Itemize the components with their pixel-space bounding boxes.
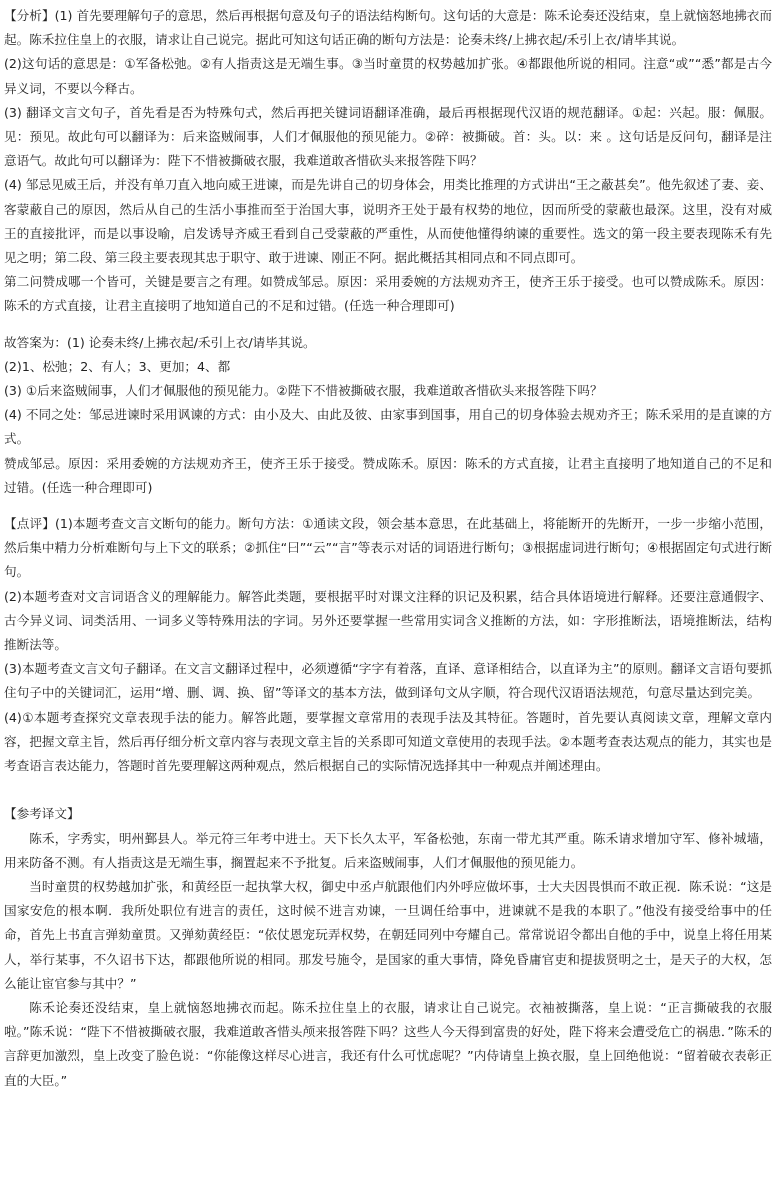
- translation-paragraph: 当时童贯的权势越加扩张，和黄经臣一起执掌大权，御史中丞卢航跟他们内外呼应做坏事，士大夫因畏惧而不敢正视．陈禾说：“这是国家安危的根本啊．我所处职位有进言的责任，这时候不进言劝谏，一旦调任给事中，进谏就不是我的本职了。”他没有接受给事中的任命，首先上书直言弹劾童贯。又弹劾黄经臣：“依仗恩宠玩弄权势，在朝廷同列中夸耀自己。常常说诏令都出自他的手中，说皇上将任用某人，举行某事，不久诏书下达，都跟他所说的相同。那发号施令，是国家的重大事情，降免昏庸官吏和提拔贤明之士，是天子的大权，怎么能让宦官参与其中？”: [4, 878, 772, 991]
- analysis-paragraph: 【分析】(1) 首先要理解句子的意思，然后再根据句意及句子的语法结构断句。这句话的大意是：陈禾论奏还没结束，皇上就恼怒地拂衣而起。陈禾拉住皇上的衣服，请求让自己说完。据此可知这句话正确的断句方法是：论奏未终/上拂衣起/禾引上衣/请毕其说。: [4, 8, 772, 48]
- answer-paragraph: 故答案为：(1) 论奏未终/上拂衣起/禾引上衣/请毕其说。: [4, 334, 316, 350]
- analysis-paragraph: (4) 邹忌见威王后，并没有单刀直入地向威王进谏，而是先讲自己的切身体会，用类比推理的方式讲出“王之蔽甚矣”。他先叙述了妻、妾、客蒙蔽自己的原因，然后从自己的生活小事推而至于治国大事，说明齐王处于最有权势的地位，因而所受的蒙蔽也最深。这里，没有对威王的直接批评，而是以事设喻，启发诱导齐威王看到自己受蒙蔽的严重性，从而使他懂得纳谏的重要性。选文的第一段主要表现陈禾有先见之明；第二段、第三段主要表现其忠于职守、敢于进谏、刚正不阿。据此概括其相同点和不同点即可。: [4, 177, 772, 266]
- translation-paragraph: 陈禾，字秀实，明州鄞县人。举元符三年考中进士。天下长久太平，军备松弛，东南一带尤其严重。陈禾请求增加守军、修补城墙，用来防备不测。有人指责这是无端生事，搁置起来不予批复。后来盗贼闹事，人们才佩服他的预见能力。: [4, 830, 772, 870]
- translation-heading: 【参考译文】: [4, 806, 80, 822]
- analysis-paragraph: (3) 翻译文言文句子，首先看是否为特殊句式，然后再把关键词语翻译准确，最后再根据现代汉语的规范翻译。①起：兴起。服：佩服。见：预见。故此句可以翻译为：后来盗贼闹事，人们才佩服他的预见能力。②碎：被撕破。首：头。以：来 。这句话是反问句，翻译是注意语气。故此句可以翻译为：陛下不惜被撕破衣服，我难道敢吝惜砍头来报答陛下吗？: [4, 104, 772, 169]
- analysis-section: [4, 4, 772, 319]
- analysis-paragraph: 第二问赞成哪一个皆可，关键是要言之有理。如赞成邹忌。原因：采用委婉的方法规劝齐王，使齐王乐于接受。也可以赞成陈禾。原因：陈禾的方式直接，让君主直接明了地知道自己的不足和过错。(任选一种合理即可): [4, 274, 772, 314]
- comment-paragraph: (3)本题考查文言文句子翻译。在文言文翻译过程中，必须遵循“字字有着落，直译、意译相结合，以直译为主”的原则。翻译文言语句要抓住句子中的关键词汇，运用“增、删、调、换、留”等译文的基本方法，做到译句文从字顺，符合现代汉语语法规范，句意尽量达到完美。: [4, 661, 772, 701]
- answer-paragraph: (2)1、松弛；2、有人；3、更加；4、都: [4, 358, 231, 374]
- translation-paragraph: 陈禾论奏还没结束，皇上就恼怒地拂衣而起。陈禾拉住皇上的衣服，请求让自己说完。衣袖被撕落，皇上说：“正言撕破我的衣服啦。”陈禾说：“陛下不惜被撕破衣服，我难道敢吝惜头颅来报答陛下吗？这些人今天得到富贵的好处，陛下将来会遭受危亡的祸患．”陈禾的言辞更加激烈，皇上改变了脸色说：“你能像这样尽心进言，我还有什么可忧虑呢？”内侍请皇上换衣服，皇上回绝他说：“留着破衣表彰正直的大臣。”: [4, 999, 772, 1088]
- translation-section: [4, 802, 772, 1092]
- answer-paragraph: (4) 不同之处：邹忌进谏时采用讽谏的方式：由小及大、由此及彼、由家事到国事，用自己的切身体验去规劝齐王；陈禾采用的是直谏的方式。: [4, 407, 772, 447]
- comment-paragraph: (4)①本题考查探究文章表现手法的能力。解答此题，要掌握文章常用的表现手法及其特征。答题时，首先要认真阅读文章，理解文章内容，把握文章主旨，然后再仔细分析文章内容与表现文章主旨的关系即可知道文章使用的表现手法。②本题考查表达观点的能力，其实也是考查语言表达能力，答题时首先要理解这两种观点，然后根据自己的实际情况选择其中一种观点并阐述理由。: [4, 709, 772, 774]
- answer-paragraph: (3) ①后来盗贼闹事，人们才佩服他的预见能力。②陛下不惜被撕破衣服，我难道敢吝惜砍头来报答陛下吗？: [4, 383, 603, 399]
- comment-paragraph: (2)本题考查对文言词语含义的理解能力。解答此类题，要根据平时对课文注释的识记及积累，结合具体语境进行解释。还要注意通假字、古今异义词、词类活用、一词多义等特殊用法的字词。另外还要掌握一些常用实词含义推断的方法，如：字形推断法，语境推断法，结构推断法等。: [4, 588, 772, 653]
- analysis-paragraph: (2)这句话的意思是：①军备松弛。②有人指责这是无端生事。③当时童贯的权势越加扩张。④都跟他所说的相同。注意“或”“悉”都是古今异义词，不要以今释古。: [4, 56, 772, 96]
- comment-section: [4, 512, 772, 778]
- comment-paragraph: 【点评】(1)本题考查文言文断句的能力。断句方法：①通读文段，领会基本意思，在此基础上，将能断开的先断开，一步一步缩小范围，然后集中精力分析难断句与上下文的联系；②抓住“曰”“云”“言”等表示对话的词语进行断句；③根据虚词进行断句；④根据固定句式进行断句。: [4, 516, 772, 580]
- answer-section: [4, 331, 772, 500]
- answer-paragraph: 赞成邹忌。原因：采用委婉的方法规劝齐王，使齐王乐于接受。赞成陈禾。原因：陈禾的方式直接，让君主直接明了地知道自己的不足和过错。(任选一种合理即可): [4, 455, 772, 495]
